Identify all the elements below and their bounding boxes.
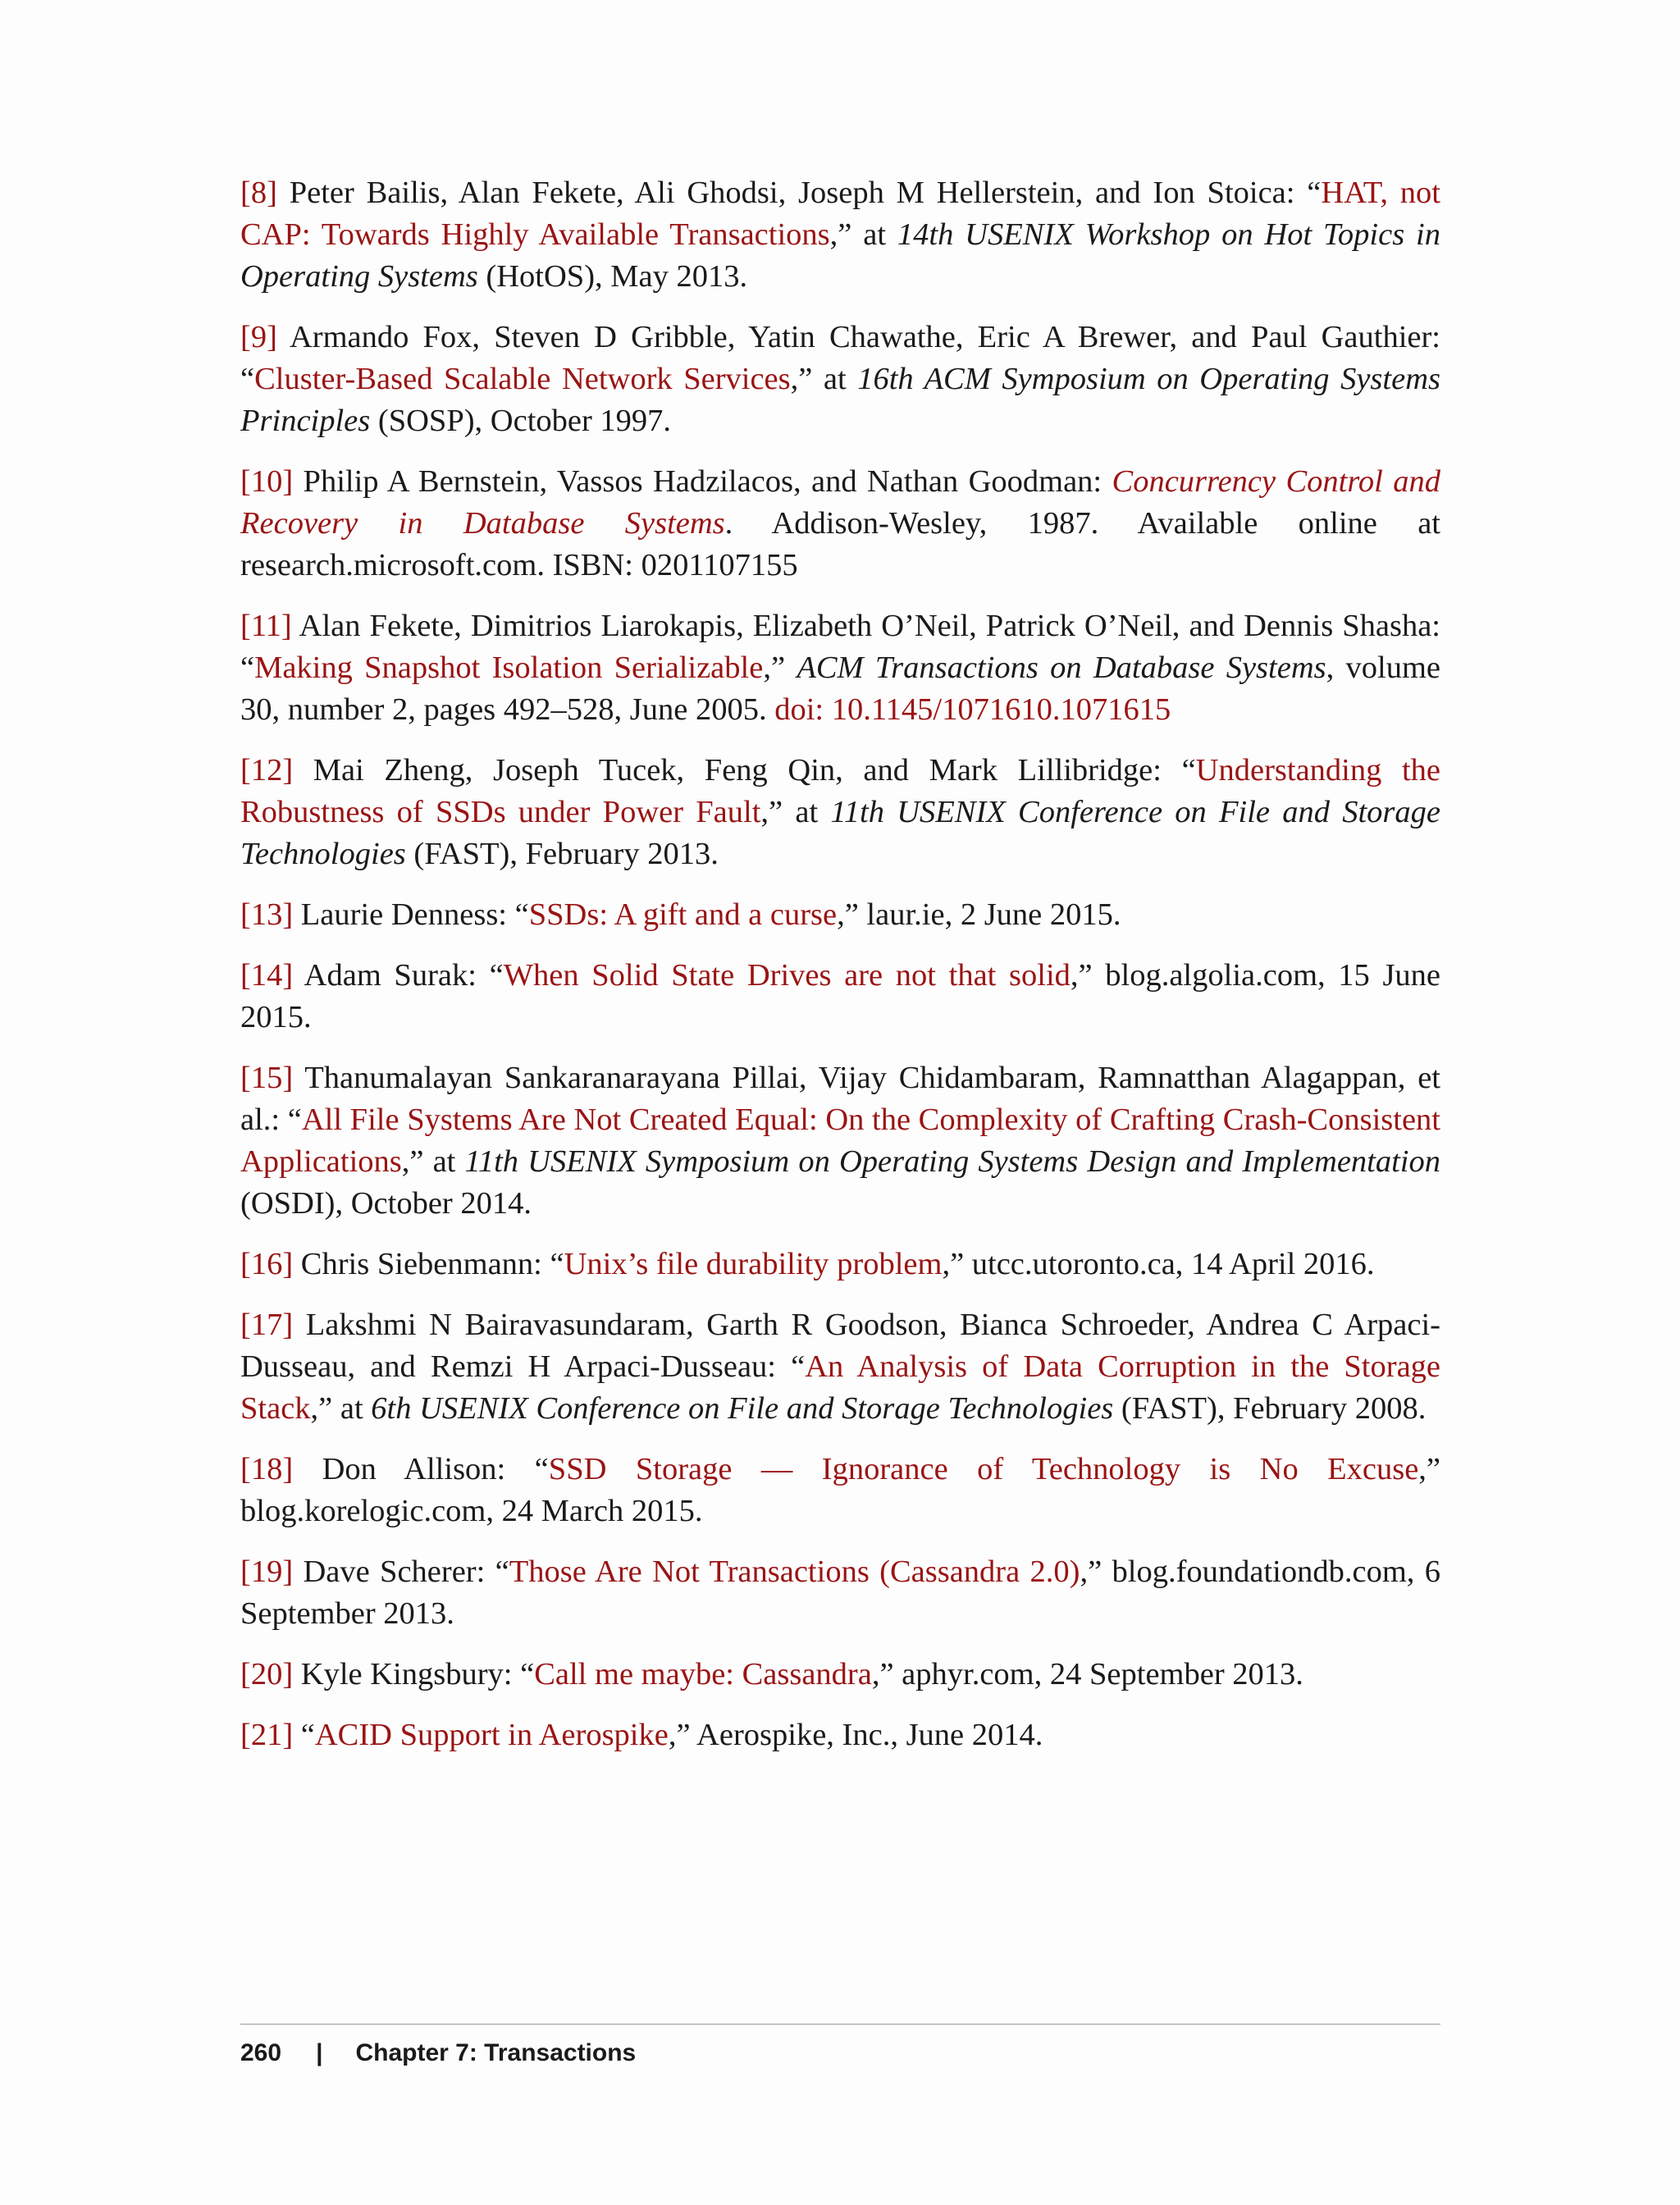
chapter-title: Chapter 7: Transactions (355, 2039, 637, 2066)
page-number: 260 (240, 2039, 282, 2066)
reference-connector: ,” at (790, 362, 858, 396)
reference-venue: 14th USENIX Workshop on Hot Topics in Operating Systems (240, 217, 1440, 294)
reference-authors: Chris Siebenmann: “ (293, 1247, 564, 1281)
reference-authors: Laurie Denness: “ (293, 897, 529, 932)
reference-number-link[interactable]: [21] (240, 1718, 294, 1752)
reference-entry (240, 317, 1440, 442)
reference-title-link[interactable]: Understanding the Robustness of SSDs under Power Fault (240, 753, 1440, 829)
reference-entry (240, 1551, 1440, 1635)
reference-authors: Armando Fox, Steven D Gribble, Yatin Chawathe, Eric A Brewer, and Paul Gauthier: “ (240, 320, 1440, 396)
reference-entry (240, 1714, 1440, 1756)
reference-authors: Kyle Kingsbury: “ (293, 1657, 535, 1691)
footer-divider (240, 2024, 1440, 2025)
reference-entry (240, 1304, 1440, 1430)
reference-title-link[interactable]: All File Systems Are Not Created Equal: On the Complexity of Crafting Crash-Consistent Applications (240, 1102, 1440, 1179)
reference-details: (OSDI), October 2014. (240, 1186, 532, 1221)
reference-number-link[interactable]: [17] (240, 1308, 294, 1342)
reference-entry (240, 1449, 1440, 1532)
reference-entry (240, 955, 1440, 1039)
reference-entry (240, 605, 1440, 731)
reference-details: ,” blog.korelogic.com, 24 March 2015. (240, 1452, 1441, 1528)
reference-entry (240, 750, 1440, 875)
reference-details: ,” blog.algolia.com, 15 June 2015. (240, 958, 1441, 1034)
reference-authors: Thanumalayan Sankaranarayana Pillai, Vijay Chidambaram, Ramnatthan Alagappan, et al.: “ (240, 1061, 1440, 1137)
reference-venue: 11th USENIX Symposium on Operating Systems Design and Implementation (464, 1144, 1441, 1179)
reference-details: , volume 30, number 2, pages 492–528, June 2005. (240, 651, 1441, 727)
reference-number-link[interactable]: [8] (240, 176, 277, 210)
reference-title-link[interactable]: An Analysis of Data Corruption in the Storage Stack (240, 1349, 1440, 1426)
reference-details: ,” aphyr.com, 24 September 2013. (871, 1657, 1303, 1691)
reference-authors: Adam Surak: “ (293, 958, 504, 993)
reference-venue: 11th USENIX Conference on File and Storage Technologies (240, 795, 1440, 871)
reference-authors: Mai Zheng, Joseph Tucek, Feng Qin, and Mark Lillibridge: “ (293, 753, 1196, 788)
footer-separator: | (316, 2039, 323, 2066)
reference-title-link[interactable]: SSDs: A gift and a curse (528, 897, 838, 932)
reference-title-link[interactable]: Making Snapshot Isolation Serializable (254, 651, 764, 685)
reference-details: . Addison-Wesley, 1987. Available online at research.microsoft.com. ISBN: 0201107155 (240, 506, 1441, 582)
reference-connector: ,” at (760, 795, 831, 829)
doi-link[interactable]: doi: 10.1145/1071610.1071615 (774, 692, 1171, 727)
reference-number-link[interactable]: [19] (240, 1554, 294, 1589)
reference-title-link[interactable]: When Solid State Drives are not that solid (503, 958, 1071, 993)
reference-details: (SOSP), October 1997. (370, 404, 672, 438)
reference-entry (240, 894, 1440, 936)
reference-authors: Alan Fekete, Dimitrios Liarokapis, Elizabeth O’Neil, Patrick O’Neil, and Dennis Shasha: “ (240, 609, 1440, 685)
reference-venue: 16th ACM Symposium on Operating Systems Principles (240, 362, 1440, 438)
reference-title-link[interactable]: Those Are Not Transactions (Cassandra 2.0) (509, 1554, 1080, 1589)
reference-details: (FAST), February 2008. (1113, 1391, 1427, 1426)
reference-authors: Dave Scherer: “ (293, 1554, 509, 1589)
reference-authors: Don Allison: “ (293, 1452, 549, 1486)
reference-connector: ,” at (829, 217, 897, 252)
reference-details: ,” blog.foundationdb.com, 6 September 2013. (240, 1554, 1440, 1631)
reference-title-link[interactable]: SSD Storage — Ignorance of Technology is No Excuse (548, 1452, 1419, 1486)
reference-connector: ,” at (401, 1144, 465, 1179)
page-footer (240, 2033, 636, 2074)
reference-number-link[interactable]: [16] (240, 1247, 294, 1281)
reference-entry (240, 1654, 1440, 1696)
reference-details: ,” Aerospike, Inc., June 2014. (668, 1718, 1043, 1752)
reference-details: ,” utcc.utoronto.ca, 14 April 2016. (942, 1247, 1375, 1281)
reference-venue: 6th USENIX Conference on File and Storage Technologies (371, 1391, 1114, 1426)
reference-number-link[interactable]: [20] (240, 1657, 294, 1691)
reference-authors: “ (293, 1718, 315, 1752)
reference-title-link[interactable]: HAT, not CAP: Towards Highly Available Transactions (240, 176, 1440, 252)
reference-title-link[interactable]: Concurrency Control and Recovery in Database Systems (240, 464, 1440, 541)
reference-number-link[interactable]: [18] (240, 1452, 294, 1486)
reference-number-link[interactable]: [9] (240, 320, 277, 354)
reference-connector: ,” (763, 651, 797, 685)
reference-number-link[interactable]: [11] (240, 609, 292, 643)
reference-number-link[interactable]: [14] (240, 958, 294, 993)
reference-entry (240, 1057, 1440, 1225)
reference-details: ,” laur.ie, 2 June 2015. (837, 897, 1121, 932)
reference-entry (240, 172, 1440, 298)
reference-authors: Peter Bailis, Alan Fekete, Ali Ghodsi, Joseph M Hellerstein, and Ion Stoica: “ (276, 176, 1322, 210)
reference-authors: Lakshmi N Bairavasundaram, Garth R Goodson, Bianca Schroeder, Andrea C Arpaci-Dusseau, and Remzi H Arpaci-Dusseau: “ (240, 1308, 1440, 1384)
reference-number-link[interactable]: [13] (240, 897, 294, 932)
reference-details: (HotOS), May 2013. (477, 259, 748, 294)
reference-venue: ACM Transactions on Database Systems (797, 651, 1326, 685)
reference-list (240, 172, 1440, 1775)
reference-number-link[interactable]: [10] (240, 464, 294, 499)
reference-details: (FAST), February 2013. (405, 837, 719, 871)
reference-authors: Philip A Bernstein, Vassos Hadzilacos, and Nathan Goodman: (293, 464, 1112, 499)
reference-number-link[interactable]: [15] (240, 1061, 294, 1095)
reference-title-link[interactable]: Unix’s file durability problem (564, 1247, 943, 1281)
reference-number-link[interactable]: [12] (240, 753, 294, 788)
reference-entry (240, 461, 1440, 587)
reference-title-link[interactable]: Call me maybe: Cassandra (534, 1657, 872, 1691)
reference-title-link[interactable]: Cluster-Based Scalable Network Services (254, 362, 791, 396)
reference-connector: ,” at (310, 1391, 372, 1426)
reference-entry (240, 1244, 1440, 1285)
reference-title-link[interactable]: ACID Support in Aerospike (314, 1718, 669, 1752)
